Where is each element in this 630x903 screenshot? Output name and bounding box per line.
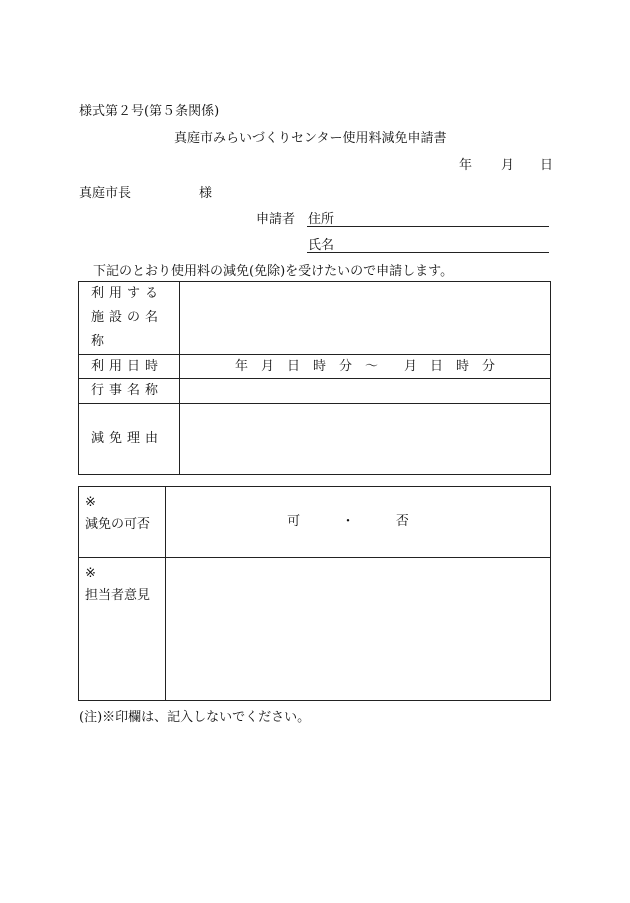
approval-label-cell [79,487,166,558]
facility-label-line1: 利用する [91,286,164,301]
officer-mark: ※ [85,566,96,581]
footnote: (注)※印欄は、記入しないでください。 [79,710,311,725]
facility-label-line2: 施設の名称 [91,310,164,349]
addressee-honorific: 様 [199,186,213,201]
officer-opinion-field[interactable] [166,558,551,701]
address-field[interactable] [307,226,549,227]
address-label: 住所 [308,212,335,227]
officer-label: 担当者意見 [85,588,151,603]
office-use-table [78,486,551,701]
addressee-name: 真庭市長 [79,186,132,201]
document-title: 真庭市みらいづくりセンター使用料減免申請書 [174,131,447,146]
form-number: 様式第２号(第５条関係) [79,104,220,119]
date-month-label: 月 [501,158,515,173]
name-label: 氏名 [308,238,335,253]
applicant-label: 申請者 [256,212,296,227]
datetime-label: 利用日時 [79,355,180,379]
approval-separator: ・ [341,514,355,529]
event-name-label: 行事名称 [79,379,180,404]
approval-choices [166,487,551,558]
date-year-label: 年 [459,158,473,173]
reason-label: 減免理由 [79,404,180,475]
name-field[interactable] [307,252,549,253]
approval-yes-option[interactable]: 可 [287,514,301,529]
facility-name-field[interactable] [180,282,551,355]
event-name-field[interactable] [180,379,551,404]
facility-label [79,282,180,355]
approval-no-option[interactable]: 否 [395,514,409,529]
datetime-field[interactable]: 年 月 日 時 分 ～ 月 日 時 分 [180,355,551,379]
officer-label-cell [79,558,166,701]
intro-text: 下記のとおり使用料の減免(免除)を受けたいので申請します。 [93,264,454,279]
application-table [78,281,551,475]
date-day-label: 日 [540,158,554,173]
approval-label: 減免の可否 [85,517,151,532]
reason-field[interactable] [180,404,551,475]
approval-mark: ※ [85,495,96,510]
